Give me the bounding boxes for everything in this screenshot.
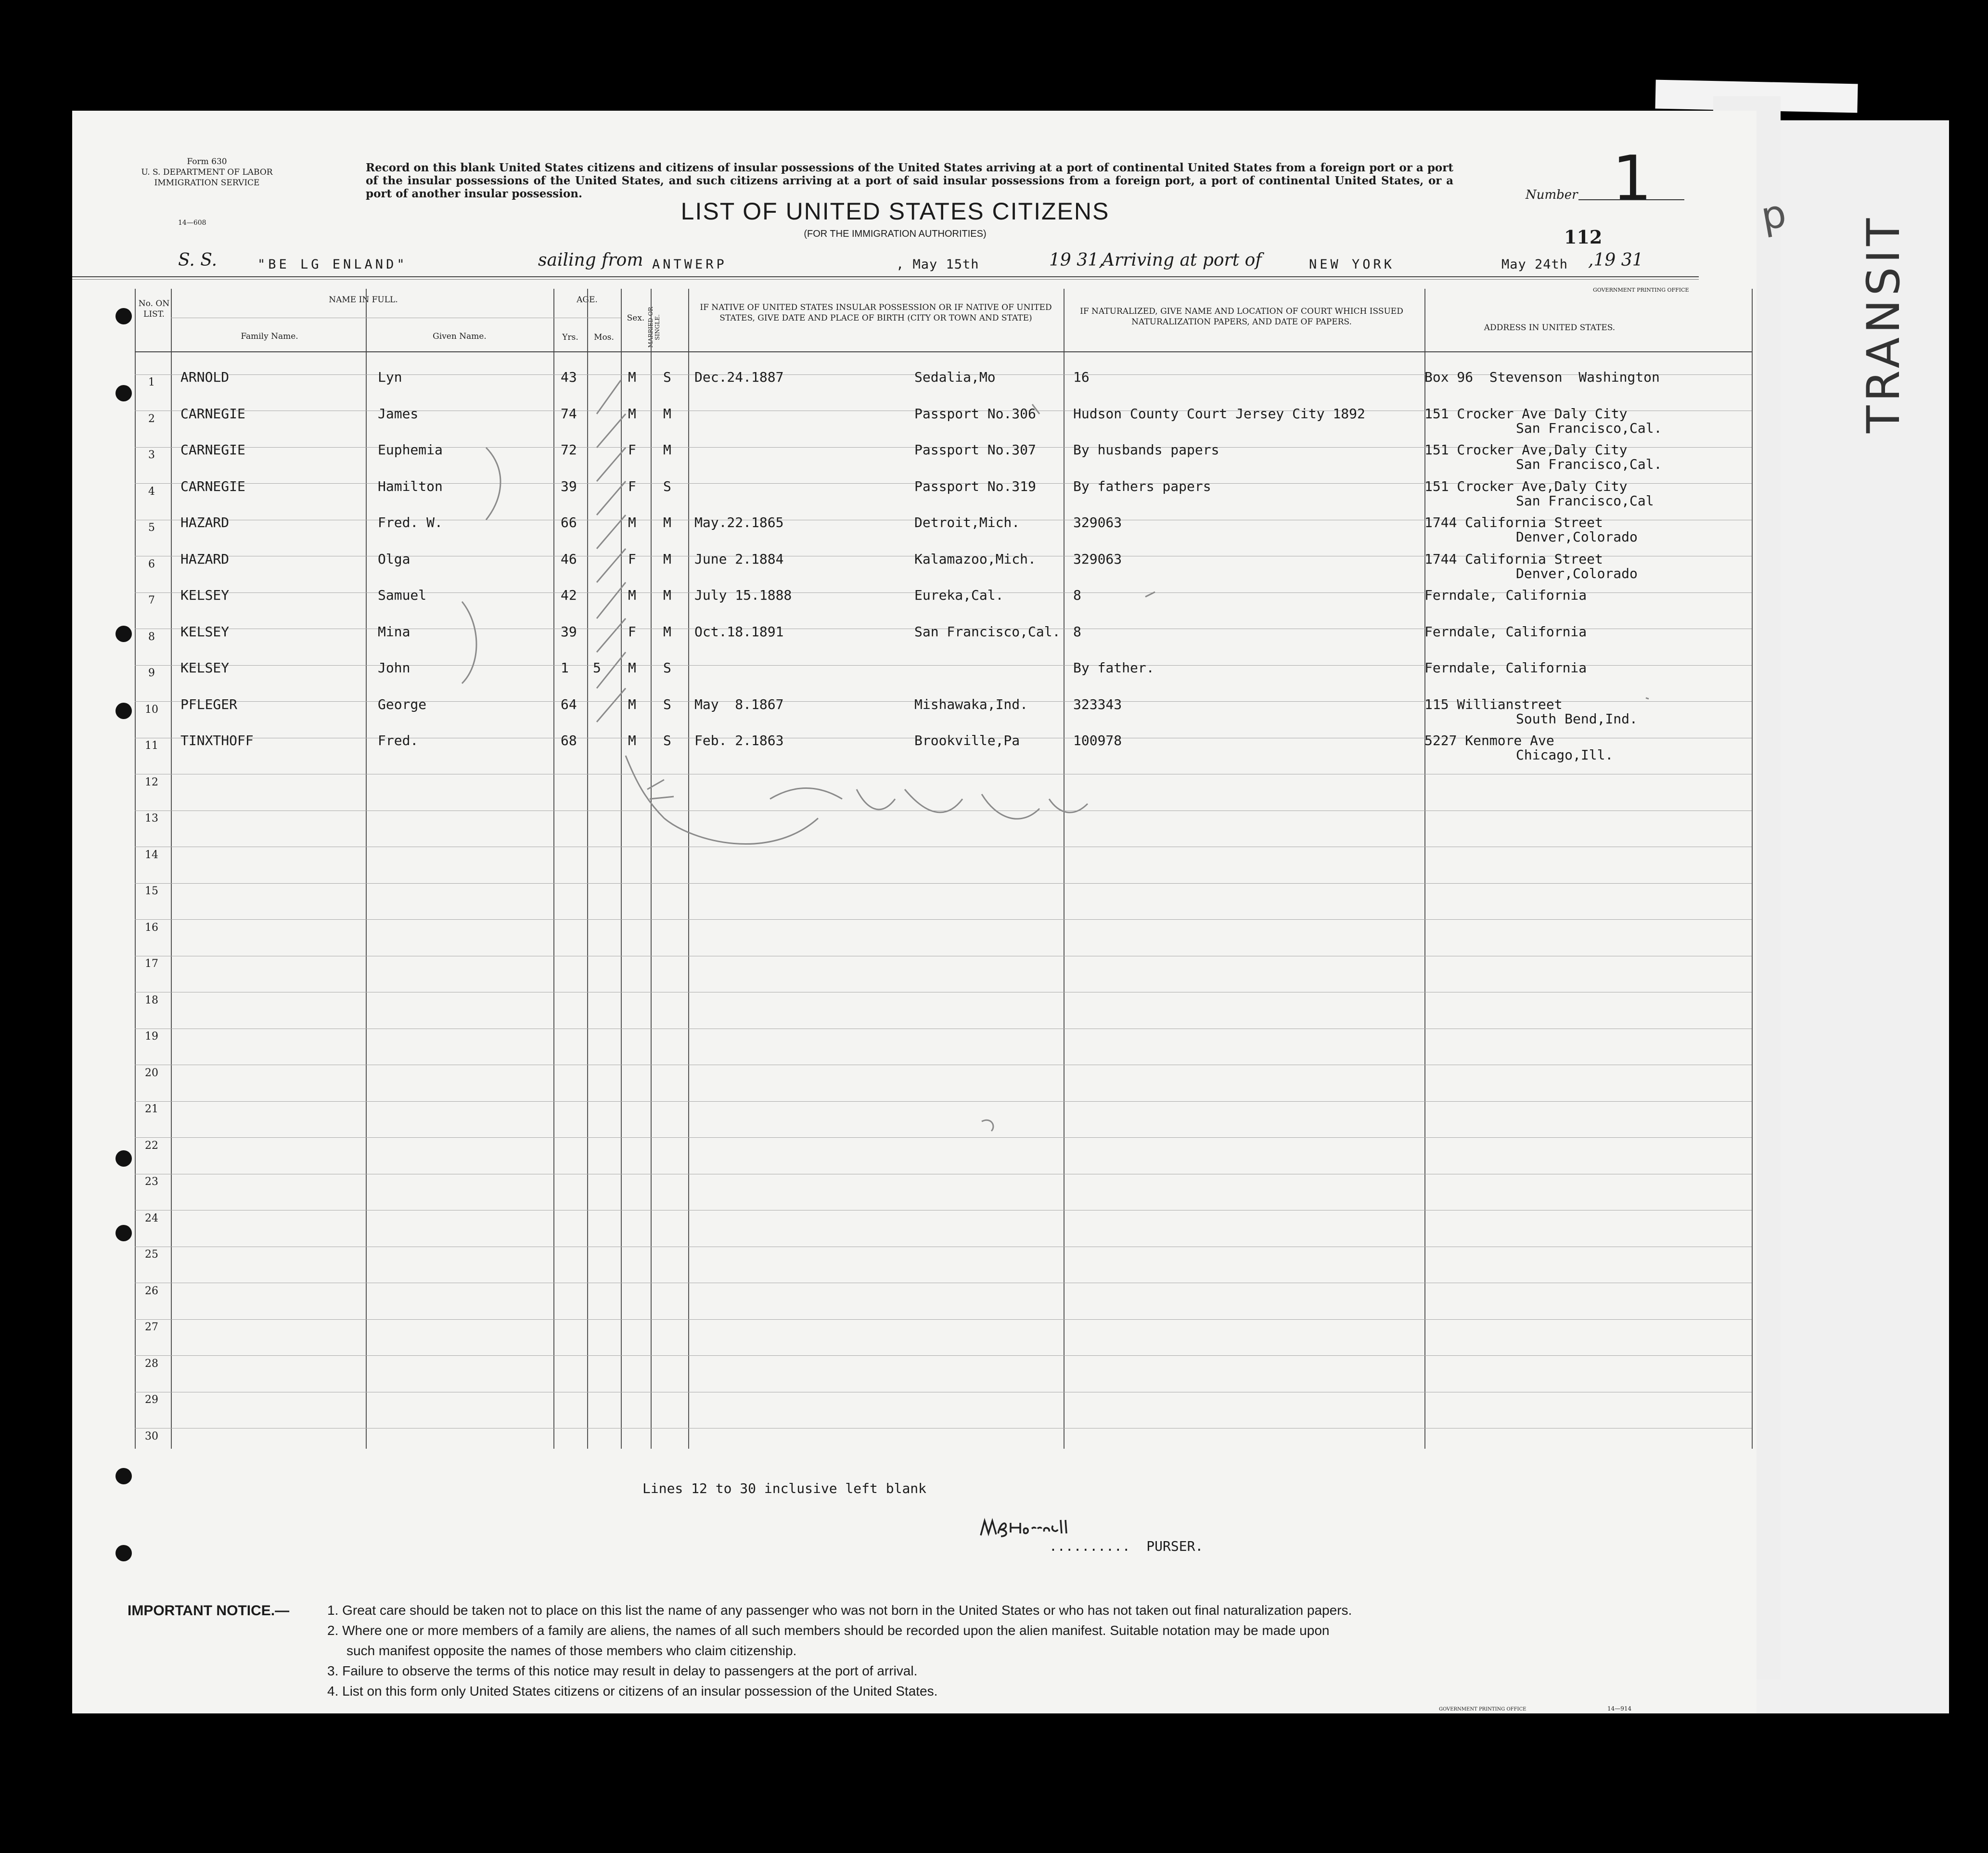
cell-family: TINXTHOFF: [180, 733, 254, 748]
cell-birth-date: June 2.1884: [694, 551, 784, 567]
cell-naturalization: 16: [1073, 369, 1090, 385]
row-rule: [135, 1137, 1752, 1138]
cell-ms: M: [663, 442, 671, 458]
notice-3: 3. Failure to observe the terms of this notice may result in delay to passengers at the port of arrival.: [327, 1663, 918, 1678]
cell-sex: M: [628, 515, 636, 530]
cell-given: Euphemia: [378, 442, 443, 458]
cell-yrs: 72: [561, 442, 577, 458]
cell-given: Lyn: [378, 369, 402, 385]
row-number: 10: [145, 703, 158, 716]
row-number: 29: [145, 1394, 158, 1406]
row-number: 25: [145, 1248, 158, 1261]
header-notice: Record on this blank United States citizens and citizens of insular possessions of the United States arriving at a port of continental United States from a foreign port or a port of the insular possessions of the United States, and such citizens arriving at a port of said insular possessions from a foreign port, a port of continental United States, or a port of another insular possession.: [366, 161, 1453, 200]
row-number: 15: [145, 885, 158, 897]
punch-hole: [115, 1225, 132, 1241]
date-sailed: , May 15th: [896, 257, 979, 272]
cell-sex: M: [628, 733, 636, 748]
cell-yrs: 66: [561, 515, 577, 530]
row-number: 1: [148, 376, 155, 388]
cell-family: ARNOLD: [180, 369, 230, 385]
cell-birth-date: July 15.1888: [694, 587, 792, 603]
col-family-name: Family Name.: [241, 332, 298, 341]
cell-sex: F: [628, 442, 636, 458]
col-address: ADDRESS IN UNITED STATES.: [1484, 323, 1616, 333]
margin-mark: p: [1757, 191, 1790, 239]
cell-address1: Ferndale, California: [1424, 623, 1587, 640]
cell-birth-place: Brookville,Pa: [914, 733, 1020, 748]
cell-given: George: [378, 696, 427, 712]
cell-address1: 151 Crocker Ave Daly City: [1424, 405, 1628, 422]
cell-address1: Ferndale, California: [1424, 660, 1587, 676]
row-number: 5: [148, 522, 155, 534]
cell-ms: M: [663, 405, 671, 422]
cell-family: PFLEGER: [180, 696, 238, 712]
row-number: 16: [145, 921, 158, 934]
ship-name: "BE LG ENLAND": [257, 257, 408, 272]
cell-address2: San Francisco,Cal.: [1516, 420, 1662, 436]
row-rule: [135, 883, 1752, 884]
cell-naturalization: 8: [1073, 587, 1081, 603]
form-code-bottom: 14—914: [1607, 1705, 1632, 1712]
col-naturalized: IF NATURALIZED, GIVE NAME AND LOCATION OF COURT WHICH ISSUED NATURALIZATION PAPERS, AND DATE OF PAPERS.: [1080, 307, 1403, 327]
cell-address2: Denver,Colorado: [1516, 529, 1638, 545]
col-sex: Sex.: [627, 313, 645, 323]
cell-yrs: 68: [561, 733, 577, 748]
cell-yrs: 74: [561, 405, 577, 422]
cell-naturalization: By fathers papers: [1073, 478, 1211, 494]
cell-ms: M: [663, 623, 671, 640]
cell-ms: S: [663, 660, 671, 676]
form-code: 14—608: [178, 219, 206, 227]
cell-sex: F: [628, 623, 636, 640]
notice-1: 1. Great care should be taken not to place on this list the name of any passenger who was not born in the United States or who has not taken out final naturalization papers.: [327, 1603, 1352, 1618]
cell-ms: M: [663, 587, 671, 603]
cell-sex: M: [628, 405, 636, 422]
cell-sex: F: [628, 551, 636, 567]
gpo-bottom: GOVERNMENT PRINTING OFFICE: [1439, 1707, 1526, 1712]
cell-given: John: [378, 660, 410, 676]
cell-birth-place: Passport No.319: [914, 478, 1036, 494]
cell-address1: 5227 Kenmore Ave: [1424, 733, 1554, 748]
ss-label: S. S.: [178, 250, 218, 270]
form-number: Form 630: [187, 157, 227, 167]
col-yrs: Yrs.: [562, 333, 578, 342]
cell-family: HAZARD: [180, 551, 230, 567]
blank-lines-note: Lines 12 to 30 inclusive left blank: [642, 1480, 927, 1496]
column-rule: [621, 289, 622, 1449]
row-number: 17: [145, 958, 158, 970]
row-number: 13: [145, 812, 158, 824]
row-number: 22: [145, 1139, 158, 1152]
row-number: 19: [145, 1030, 158, 1042]
cell-ms: S: [663, 696, 671, 712]
cell-given: Fred. W.: [378, 515, 443, 530]
row-number: 4: [148, 485, 155, 498]
row-number: 8: [148, 631, 155, 643]
cell-naturalization: 100978: [1073, 733, 1122, 748]
number-label: Number: [1526, 188, 1578, 202]
cell-address2: San Francisco,Cal.: [1516, 456, 1662, 472]
transit-stamp: TRANSIT: [1858, 214, 1910, 433]
column-rule: [366, 289, 367, 1449]
cell-mos: 5: [593, 660, 601, 676]
cell-naturalization: 323343: [1073, 696, 1122, 712]
cell-birth-place: Eureka,Cal.: [914, 587, 1004, 603]
cell-birth-place: Detroit,Mich.: [914, 515, 1020, 530]
punch-hole: [115, 385, 132, 401]
page-title: LIST OF UNITED STATES CITIZENS: [680, 198, 1110, 225]
header-rule: [135, 351, 1752, 352]
cell-birth-place: Mishawaka,Ind.: [914, 696, 1028, 712]
cell-birth-place: Sedalia,Mo: [914, 369, 996, 385]
cell-yrs: 39: [561, 478, 577, 494]
notice-4: 4. List on this form only United States citizens or citizens of an insular possession of the United States.: [327, 1684, 938, 1699]
row-number: 26: [145, 1285, 158, 1297]
cell-yrs: 46: [561, 551, 577, 567]
cell-yrs: 42: [561, 587, 577, 603]
cell-address2: Chicago,Ill.: [1516, 747, 1614, 763]
important-notice-heading: IMPORTANT NOTICE.—: [128, 1603, 290, 1619]
cell-sex: M: [628, 660, 636, 676]
col-name-in-full: NAME IN FULL.: [329, 295, 398, 305]
column-rule: [587, 289, 588, 1449]
cell-birth-date: Oct.18.1891: [694, 623, 784, 640]
voyage-rule-thin: [72, 279, 1699, 280]
row-rule: [135, 1101, 1752, 1102]
cell-family: HAZARD: [180, 515, 230, 530]
cell-address1: 151 Crocker Ave,Daly City: [1424, 478, 1628, 494]
punch-hole: [115, 626, 132, 642]
punch-hole: [115, 1150, 132, 1167]
row-number: 6: [148, 558, 155, 570]
cell-naturalization: 8: [1073, 623, 1081, 640]
row-rule: [135, 1355, 1752, 1356]
row-rule: [135, 1319, 1752, 1320]
row-number: 14: [145, 849, 158, 861]
cell-address2: Denver,Colorado: [1516, 565, 1638, 581]
arriving-label: Arriving at port of: [1102, 250, 1262, 270]
cell-given: Mina: [378, 623, 410, 640]
row-number: 12: [145, 776, 158, 788]
cell-birth-place: Passport No.307: [914, 442, 1036, 458]
row-number: 23: [145, 1176, 158, 1188]
list-number: 1: [1612, 142, 1652, 215]
row-number: 2: [148, 412, 155, 425]
date-arrived: May 24th: [1501, 257, 1568, 272]
row-number: 3: [148, 449, 155, 461]
row-number: 11: [145, 740, 158, 752]
column-rule: [1064, 289, 1065, 1449]
cell-address1: Ferndale, California: [1424, 587, 1587, 603]
row-number: 9: [148, 667, 155, 679]
row-number: 18: [145, 994, 158, 1006]
column-rule: [688, 289, 689, 1449]
port-to: NEW YORK: [1309, 257, 1395, 272]
col-mos: Mos.: [594, 333, 614, 342]
cell-given: Olga: [378, 551, 410, 567]
year-sailed: 19 31,: [1049, 250, 1104, 270]
row-rule: [135, 919, 1752, 920]
cell-ms: S: [663, 478, 671, 494]
col-native: IF NATIVE OF UNITED STATES INSULAR POSSESSION OR IF NATIVE OF UNITED STATES, GIVE DATE AND PLACE OF BIRTH (CITY OR TOWN AND STATE): [700, 303, 1052, 323]
punch-hole: [115, 308, 132, 324]
cell-given: Fred.: [378, 733, 419, 748]
cell-birth-place: Passport No.306: [914, 405, 1036, 422]
cell-address1: Box 96 Stevenson Washington: [1424, 369, 1660, 385]
port-from: ANTWERP: [652, 257, 727, 272]
cell-naturalization: By husbands papers: [1073, 442, 1219, 458]
cell-ms: S: [663, 369, 671, 385]
row-number: 28: [145, 1357, 158, 1370]
sailing-label: sailing from: [538, 250, 643, 270]
column-rule: [1424, 289, 1425, 1449]
cell-birth-place: San Francisco,Cal.: [914, 623, 1061, 640]
year-arrived: ,19 31: [1588, 250, 1643, 270]
cell-naturalization: 329063: [1073, 515, 1122, 530]
row-number: 27: [145, 1321, 158, 1333]
cell-sex: M: [628, 696, 636, 712]
punch-hole: [115, 703, 132, 719]
cell-address2: South Bend,Ind.: [1516, 710, 1638, 727]
cell-address1: 1744 California Street: [1424, 515, 1603, 530]
cell-birth-date: May.22.1865: [694, 515, 784, 530]
cell-naturalization: 329063: [1073, 551, 1122, 567]
department: U. S. DEPARTMENT OF LABOR: [141, 167, 273, 177]
cell-family: CARNEGIE: [180, 442, 245, 458]
cell-naturalization: By father.: [1073, 660, 1154, 676]
notice-2-cont: such manifest opposite the names of those members who claim citizenship.: [346, 1643, 797, 1658]
cell-family: KELSEY: [180, 660, 230, 676]
purser-line: .......... PURSER.: [1049, 1538, 1204, 1554]
cell-birth-date: Feb. 2.1863: [694, 733, 784, 748]
cell-yrs: 39: [561, 623, 577, 640]
cell-birth-date: May 8.1867: [694, 696, 784, 712]
cell-given: Samuel: [378, 587, 427, 603]
cell-family: CARNEGIE: [180, 405, 245, 422]
cell-given: Hamilton: [378, 478, 443, 494]
col-no: No. ON LIST.: [138, 299, 170, 319]
cell-sex: M: [628, 587, 636, 603]
column-rule: [553, 289, 554, 1449]
column-rule: [651, 289, 652, 1449]
row-number: 30: [145, 1430, 158, 1442]
cell-naturalization: Hudson County Court Jersey City 1892: [1073, 405, 1365, 422]
column-rule: [171, 289, 172, 1449]
col-age: AGE.: [577, 295, 598, 305]
cell-family: KELSEY: [180, 587, 230, 603]
column-rule: [1752, 289, 1753, 1449]
row-number: 21: [145, 1103, 158, 1115]
cell-address2: San Francisco,Cal: [1516, 492, 1654, 509]
service: IMMIGRATION SERVICE: [154, 178, 260, 188]
notice-2: 2. Where one or more members of a family are aliens, the names of all such members should be recorded upon the alien manifest. Suitable notation may be made upon: [327, 1623, 1330, 1638]
punch-hole: [115, 1468, 132, 1484]
cell-birth-date: Dec.24.1887: [694, 369, 784, 385]
cell-yrs: 43: [561, 369, 577, 385]
cell-family: CARNEGIE: [180, 478, 245, 494]
col-given-name: Given Name.: [433, 332, 487, 341]
row-number: 20: [145, 1067, 158, 1079]
cell-address1: 1744 California Street: [1424, 551, 1603, 567]
cell-yrs: 1: [561, 660, 569, 676]
col-married: MARRIED OR SINGLE.: [647, 307, 661, 348]
page-subtitle: (FOR THE IMMIGRATION AUTHORITIES): [804, 229, 987, 239]
row-number: 24: [145, 1212, 158, 1224]
cell-address1: 151 Crocker Ave,Daly City: [1424, 442, 1628, 458]
cell-ms: M: [663, 515, 671, 530]
voyage-rule: [72, 276, 1699, 277]
sheet-number: 112: [1564, 226, 1603, 248]
gpo-top: GOVERNMENT PRINTING OFFICE: [1593, 287, 1689, 293]
cell-sex: F: [628, 478, 636, 494]
form-id-block: [111, 156, 303, 188]
cell-ms: S: [663, 733, 671, 748]
cell-sex: M: [628, 369, 636, 385]
cell-yrs: 64: [561, 696, 577, 712]
punch-hole: [115, 1545, 132, 1561]
row-number: 7: [148, 594, 155, 606]
cell-birth-place: Kalamazoo,Mich.: [914, 551, 1036, 567]
number-underline: [1578, 199, 1684, 200]
cell-given: James: [378, 405, 419, 422]
cell-address1: 115 Willianstreet: [1424, 696, 1563, 712]
column-rule: [135, 289, 136, 1449]
cell-ms: M: [663, 551, 671, 567]
cell-family: KELSEY: [180, 623, 230, 640]
